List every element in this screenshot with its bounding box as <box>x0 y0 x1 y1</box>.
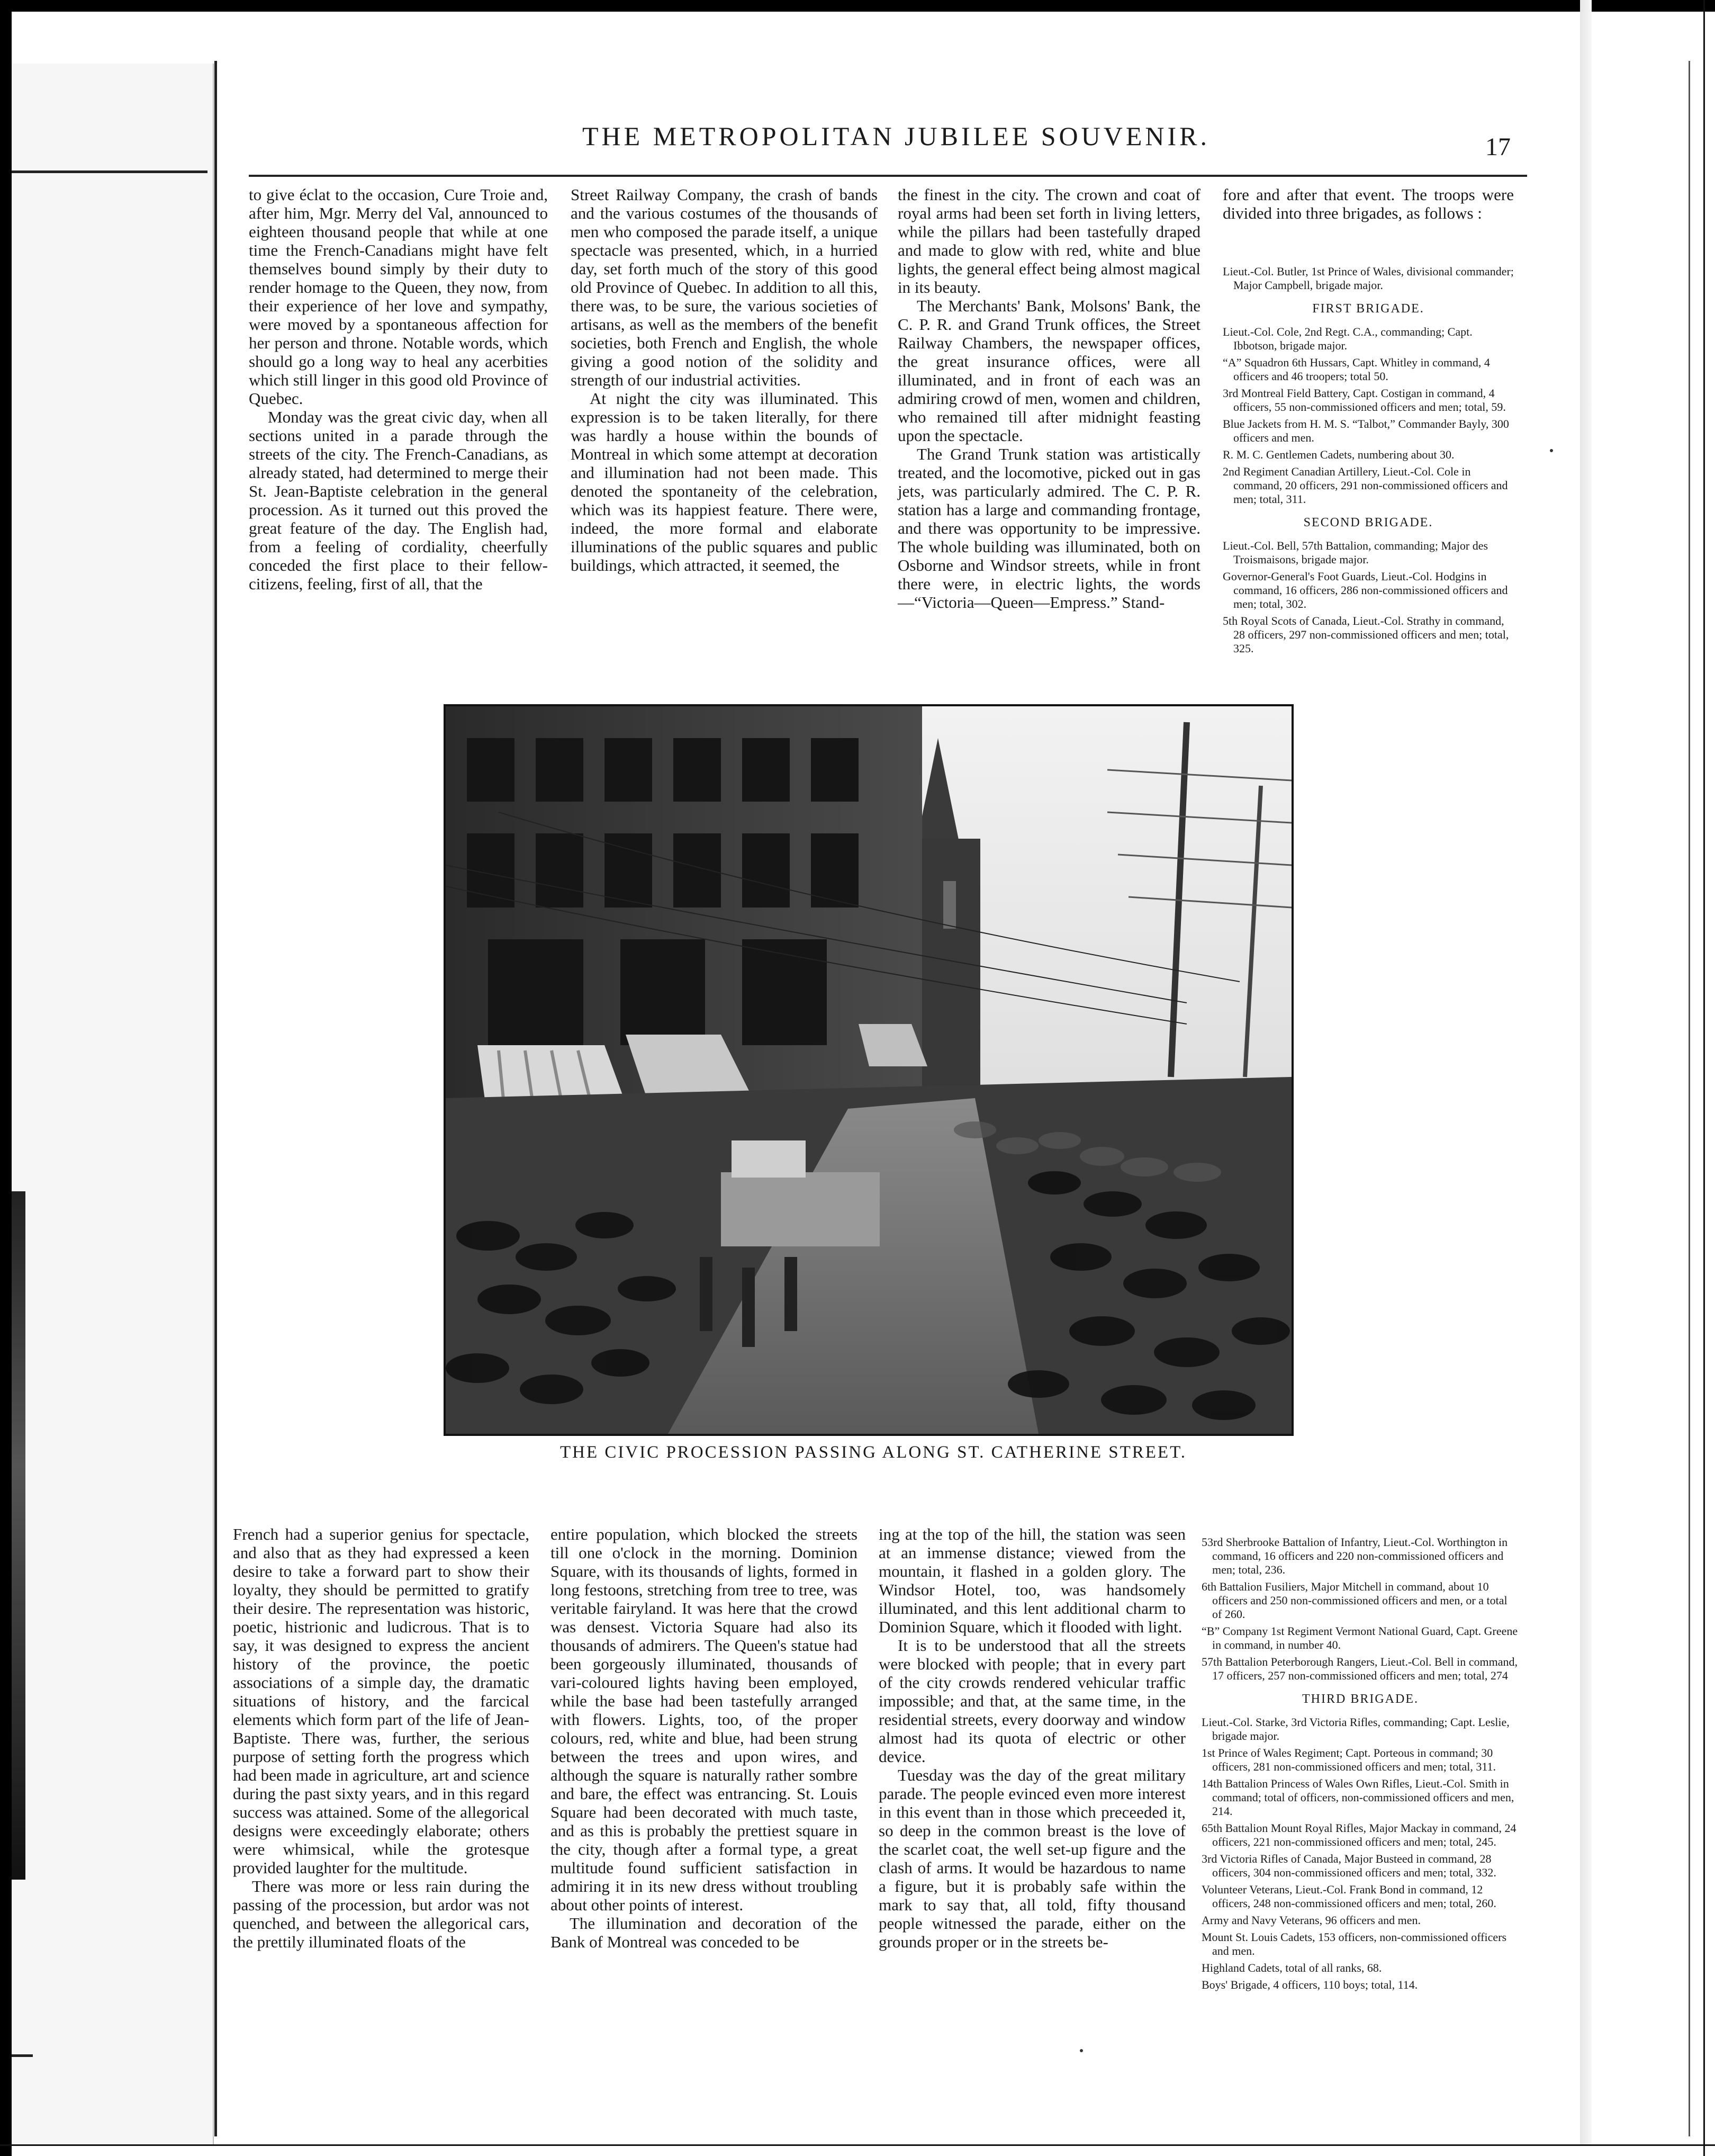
scan-border-bottom <box>0 2144 1715 2146</box>
photograph-illustration <box>446 706 1292 1434</box>
bottom-column-2 <box>550 1525 858 1951</box>
top-column-3 <box>898 185 1200 612</box>
page-number: 17 <box>1485 133 1511 161</box>
roster-entry: 3rd Montreal Field Battery, Capt. Costigan in command, 4 officers, 55 non-commissioned officers and men; total, 59. <box>1223 387 1506 414</box>
paragraph: Tuesday was the day of the great military parade. The people evinced even more interest in this event than in those which preceeded it, so deep in the common breast is the love of the scarlet coat, the well set-up figure and the clash of arms. It would be hazardous to name a figure, but it is probably safe within the mark to say that, all told, fifty thousand people witnessed the parade, either on the grounds proper or in the streets be- <box>879 1766 1186 1951</box>
brigade-heading: SECOND BRIGADE. <box>1303 516 1433 529</box>
paragraph: to give éclat to the occasion, Cure Troie and, after him, Mgr. Merry del Val, announced to eighteen thousand people that while at one time the French-Canadians might have felt themselves bound simply by their duty to render homage to the Queen, they now, from their experience of her love and sympathy, were moved by a spontaneous affection for her person and throne. Notable words, which should go a long way to heal any acerbities which still linger in this good old Province of Quebec. <box>249 185 548 408</box>
paragraph: It is to be understood that all the streets were blocked with people; that in every part of the city crowds rendered vehicular traffic impossible; and that, at the same time, in the residential streets, every doorway and window almost had its quota of electric or other device. <box>879 1636 1186 1766</box>
header-rule <box>249 175 1527 177</box>
scan-border-left <box>0 0 12 2156</box>
paragraph: fore and after that event. The troops were divided into three brigades, as follows : <box>1223 185 1514 222</box>
bottom-column-3 <box>879 1525 1186 1951</box>
roster-entry: “A” Squadron 6th Hussars, Capt. Whitley in command, 4 officers and 46 troopers; total 50. <box>1223 356 1490 383</box>
paragraph: The Grand Trunk station was artistically treated, and the locomotive, picked out in gas jets, was particularly admired. The C. P. R. station has a large and commanding frontage, and there was opportunity to be impressive. The whole building was illuminated, both on Osborne and Windsor streets, while in front there were, in electric lights, the words—“Victoria—Queen—Empress.” Stand- <box>898 445 1200 612</box>
facing-page-strip <box>12 64 214 2144</box>
top-column-4-intro <box>1223 185 1514 222</box>
roster-entry: R. M. C. Gentlemen Cadets, numbering about 30. <box>1223 448 1455 461</box>
facing-page-rule <box>12 170 207 173</box>
roster-entry: 65th Battalion Mount Royal Rifles, Major Mackay in command, 24 officers, 221 non-commissioned officers and men; total, 245. <box>1202 1821 1517 1848</box>
brigade-heading: FIRST BRIGADE. <box>1312 302 1424 316</box>
paragraph: At night the city was illuminated. This expression is to be taken literally, for there was hardly a house within the bounds of Montreal in which some attempt at decoration and illumination had not been made. This denoted the spontaneity of the celebration, which was its happiest feature. There were, indeed, the more formal and elaborate illuminations of the public squares and public buildings, which attracted, it seemed, the <box>571 389 878 574</box>
roster-entry: Governor-General's Foot Guards, Lieut.-Col. Hodgins in command, 16 officers, 286 non-commissioned officers and men; total, 302. <box>1223 570 1508 610</box>
roster-entry: 14th Battalion Princess of Wales Own Rifles, Lieut.-Col. Smith in command; total of officers, non-commissioned officers and men, 214. <box>1202 1777 1514 1818</box>
facing-page-photo-edge <box>12 1191 25 1880</box>
roster-entry: Army and Navy Veterans, 96 officers and men. <box>1202 1914 1421 1927</box>
roster-entry: Lieut.-Col. Bell, 57th Battalion, commanding; Major des Troismaisons, brigade major. <box>1223 539 1488 566</box>
roster-entry: 2nd Regiment Canadian Artillery, Lieut.-Col. Cole in command, 20 officers, 291 non-commissioned officers and men; total, 311. <box>1223 465 1508 506</box>
scan-border-top <box>0 0 1715 12</box>
paragraph: entire population, which blocked the streets till one o'clock in the morning. Dominion Square, with its thousands of lights, formed in long festoons, stretching from tree to tree, was veritable fairyland. It was here that the crowd was densest. Victoria Square had also its thousands of admirers. The Queen's statue had been gorgeously illuminated, thousands of vari-coloured lights having been employed, while the base had been tastefully arranged with flowers. Lights, too, of the proper colours, red, white and blue, had been strung between the trees and upon wires, and although the square is naturally rather sombre and bare, the effect was entrancing. St. Louis Square had been decorated with much taste, and as this is probably the prettiest square in the city, though after a formal type, a great multitude found sufficient satisfaction in admiring it in its new dress without troubling about other points of interest. <box>550 1525 858 1914</box>
top-column-2 <box>571 185 878 574</box>
roster-entry: 3rd Victoria Rifles of Canada, Major Busteed in command, 28 officers, 304 non-commissioned officers and men; total, 332. <box>1202 1852 1496 1879</box>
roster-entry: Lieut.-Col. Butler, 1st Prince of Wales, divisional commander; Major Campbell, brigade major. <box>1223 265 1514 292</box>
roster-entry: Volunteer Veterans, Lieut.-Col. Frank Bond in command, 12 officers, 248 non-commissioned officers and men; total, 260. <box>1202 1883 1496 1910</box>
roster-entry: Lieut.-Col. Cole, 2nd Regt. C.A., commanding; Capt. Ibbotson, brigade major. <box>1223 325 1473 352</box>
roster-entry: Lieut.-Col. Starke, 3rd Victoria Rifles, commanding; Capt. Leslie, brigade major. <box>1202 1715 1510 1742</box>
scan-speck <box>1080 2049 1083 2052</box>
facing-page-rule-low <box>12 2054 33 2057</box>
roster-entry: Highland Cadets, total of all ranks, 68. <box>1202 1961 1382 1974</box>
roster-entry: Blue Jackets from H. M. S. “Talbot,” Commander Bayly, 300 officers and men. <box>1223 417 1509 444</box>
roster-entry: Mount St. Louis Cadets, 153 officers, non-commissioned officers and men. <box>1202 1930 1507 1957</box>
roster-entry: Boys' Brigade, 4 officers, 110 boys; total, 114. <box>1202 1978 1418 1991</box>
brigade-roster-bottom <box>1202 1535 1519 1995</box>
roster-entry: 5th Royal Scots of Canada, Lieut.-Col. Strathy in command, 28 officers, 297 non-commissioned officers and men; total, 325. <box>1223 614 1509 655</box>
paragraph: the finest in the city. The crown and coat of royal arms had been set forth in living letters, while the pillars had been tastefully draped and made to glow with red, white and blue lights, the general effect being almost magical in its beauty. <box>898 185 1200 297</box>
procession-photograph <box>444 704 1294 1436</box>
roster-entry: “B” Company 1st Regiment Vermont National Guard, Capt. Greene in command, in number 40. <box>1202 1624 1518 1651</box>
roster-entry: 53rd Sherbrooke Battalion of Infantry, Lieut.-Col. Worthington in command, 16 officers and 220 non-commissioned officers and men; total, 236. <box>1202 1535 1508 1576</box>
paragraph: The illumination and decoration of the Bank of Montreal was conceded to be <box>550 1914 858 1951</box>
bottom-column-1 <box>233 1525 529 1951</box>
brigade-roster-top <box>1223 265 1514 659</box>
paragraph: The Merchants' Bank, Molsons' Bank, the C. P. R. and Grand Trunk offices, the Street Railway Chambers, the newspaper offices, the great insurance offices, were all illuminated, and in front of each was an admiring crowd of men, women and children, who remained till after midnight feasting upon the spectacle. <box>898 297 1200 445</box>
photo-caption: THE CIVIC PROCESSION PASSING ALONG ST. CATHERINE STREET. <box>559 1443 1187 1462</box>
scan-border-right <box>1703 0 1705 2156</box>
scan-speck <box>1550 449 1553 452</box>
paragraph: Street Railway Company, the crash of bands and the various costumes of the thousands of men who composed the parade itself, a unique spectacle was presented, which, in a hurried day, set forth much of the story of this good old Province of Quebec. In addition to all this, there was, to be sure, the various societies of artisans, as well as the members of the benefit societies, both French and English, the whole giving a good notion of the solidity and strength of our industrial activities. <box>571 185 878 389</box>
paragraph: There was more or less rain during the passing of the procession, but ardor was not quenched, and between the allegorical cars, the prettily illuminated floats of the <box>233 1877 529 1951</box>
top-column-1 <box>249 185 548 593</box>
roster-entry: 6th Battalion Fusiliers, Major Mitchell in command, about 10 officers and 250 non-commissioned officers and men, or a total of 260. <box>1202 1580 1508 1621</box>
roster-entry: 1st Prince of Wales Regiment; Capt. Porteous in command; 30 officers, 281 non-commissioned officers and men; total, 311. <box>1202 1746 1496 1773</box>
page-edge-shade <box>1580 0 1592 2144</box>
running-title: THE METROPOLITAN JUBILEE SOUVENIR. <box>582 121 1211 151</box>
paragraph: French had a superior genius for spectacle, and also that as they had expressed a keen desire to take a forward part to show their loyalty, they should be permitted to gratify their desire. The representation was historic, poetic, histrionic and ludicrous. That is to say, it was designed to express the ancient history of the province, the poetic associations of a simple day, the dramatic situations of history, and the farcical elements which form part of the life of Jean-Baptiste. There was, further, the serious purpose of setting forth the progress which had been made in agriculture, art and science during the past sixty years, and in this regard success was attained. Some of the allegorical designs were exceedingly elaborate; others were whimsical, while the grotesque provided laughter for the multitude. <box>233 1525 529 1877</box>
brigade-heading: THIRD BRIGADE. <box>1302 1692 1419 1706</box>
paragraph: Monday was the great civic day, when all sections united in a parade through the streets of the city. The French-Canadians, as already stated, had determined to merge their St. Jean-Baptiste celebration in the general procession. As it turned out this proved the great feature of the day. The English had, from a feeling of cordiality, cheerfully conceded the first place to their fellow-citizens, feeling, first of all, that the <box>249 408 548 593</box>
roster-entry: 57th Battalion Peterborough Rangers, Lieut.-Col. Bell in command, 17 officers, 257 non-commissioned officers and men; total, 274 <box>1202 1655 1518 1682</box>
paragraph: ing at the top of the hill, the station was seen at an immense distance; viewed from the mountain, it flashed in a golden glory. The Windsor Hotel, too, was handsomely illuminated, and this lent additional charm to Dominion Square, which it flooded with light. <box>879 1525 1186 1636</box>
